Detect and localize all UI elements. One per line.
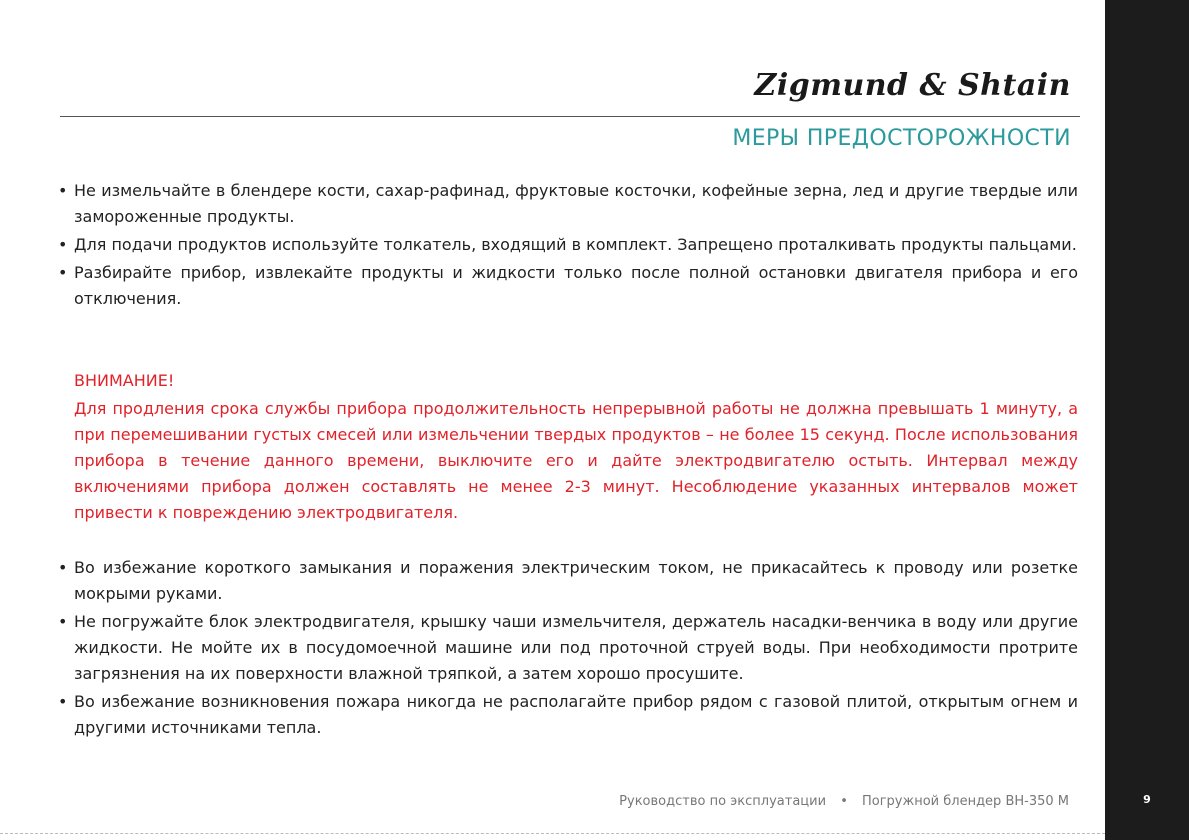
- list-item-text: Не погружайте блок электродвигателя, крышку чаши измельчителя, держатель насадки-венчика в воду или другие жидкости. Не мойте их в посудомоечной машине или под проточной струей воды. При необходимости протрите загрязнения на их поверхности влажной тряпкой, а затем хорошо просушите.: [74, 612, 1078, 683]
- list-item: [58, 689, 1078, 741]
- list-item-text: Во избежание возникновения пожара никогда не располагайте прибор рядом с газовой плитой, открытым огнем и другими источниками тепла.: [74, 692, 1078, 737]
- footer-manual-label: Руководство по эксплуатации: [619, 794, 827, 809]
- footer-product-label: Погружной блендер BH-350 M: [862, 794, 1069, 809]
- bullet-icon: •: [58, 181, 68, 200]
- bullet-icon: •: [58, 263, 68, 282]
- page-number: 9: [1143, 793, 1151, 806]
- list-item-text: Разбирайте прибор, извлекайте продукты и жидкости только после полной остановки двигателя прибора и его отключения.: [74, 263, 1078, 308]
- list-item: [58, 178, 1078, 230]
- brand-logo: Zigmund & Shtain: [754, 68, 1071, 103]
- list-item-text: Не измельчайте в блендере кости, сахар-рафинад, фруктовые косточки, кофейные зерна, лед и другие твердые или замороженные продукты.: [74, 181, 1078, 226]
- warning-title: ВНИМАНИЕ!: [74, 371, 175, 390]
- precautions-list-bottom: [58, 555, 1078, 743]
- list-item-text: Для подачи продуктов используйте толкатель, входящий в комплект. Запрещено проталкивать продукты пальцами.: [74, 235, 1077, 254]
- list-item: [58, 232, 1078, 258]
- page-title: МЕРЫ ПРЕДОСТОРОЖНОСТИ: [732, 126, 1071, 151]
- precautions-list-top: [58, 178, 1078, 314]
- bullet-icon: •: [58, 692, 68, 711]
- warning-text: Для продления срока службы прибора продолжительность непрерывной работы не должна превышать 1 минуту, а при перемешивании густых смесей или измельчении твердых продуктов – не более 15 секунд. После использования прибора в течение данного времени, выключите его и дайте электродвигателю остыть. Интервал между включениями прибора должен составлять не менее 2-3 минут. Несоблюдение указанных интервалов может привести к повреждению электродвигателя.: [74, 399, 1078, 522]
- footer: [619, 794, 1069, 809]
- page-bottom-border: [0, 833, 1105, 834]
- list-item: [58, 555, 1078, 607]
- list-item-text: Во избежание короткого замыкания и поражения электрическим током, не прикасайтесь к проводу или розетке мокрыми руками.: [74, 558, 1078, 603]
- list-item: [58, 260, 1078, 312]
- header-divider: [60, 116, 1080, 117]
- footer-separator: •: [840, 794, 848, 809]
- page-sidebar: [1105, 0, 1189, 840]
- bullet-icon: •: [58, 235, 68, 254]
- bullet-icon: •: [58, 558, 68, 577]
- warning-block: [74, 368, 1078, 526]
- list-item: [58, 609, 1078, 687]
- bullet-icon: •: [58, 612, 68, 631]
